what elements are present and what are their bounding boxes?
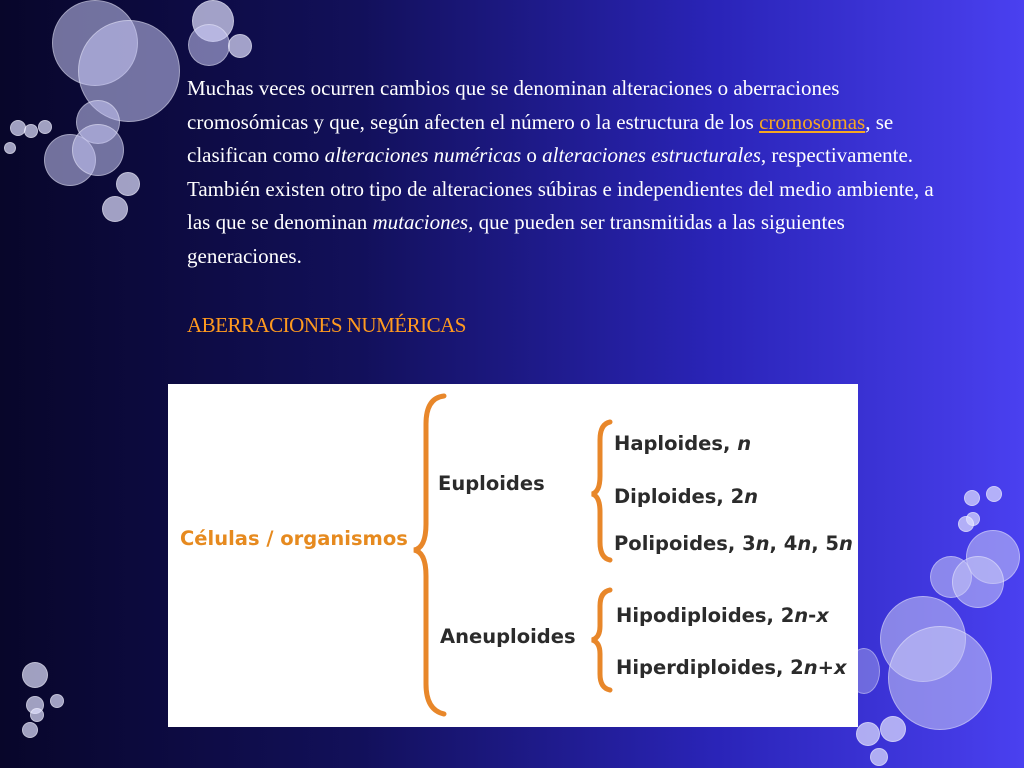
decorative-bubble: [188, 24, 230, 66]
cromosomas-link[interactable]: cromosomas: [759, 109, 866, 134]
decorative-bubble: [22, 722, 38, 738]
euploides-label: Euploides: [438, 472, 545, 495]
decorative-bubble: [22, 662, 48, 688]
decorative-bubble: [952, 556, 1004, 608]
decorative-bubble: [228, 34, 252, 58]
decorative-bubble: [4, 142, 16, 154]
emphasis-text: mutaciones,: [372, 210, 474, 234]
decorative-bubble: [102, 196, 128, 222]
decorative-bubble: [880, 716, 906, 742]
euploides-brace: [592, 422, 610, 560]
decorative-bubble: [116, 172, 140, 196]
hiperdiploides-label: Hiperdiploides, 2n+x: [616, 656, 847, 679]
decorative-bubble: [72, 124, 124, 176]
root-label: Células / organismos: [180, 527, 408, 550]
paragraph-text: o: [521, 143, 543, 167]
classification-diagram: [168, 384, 858, 727]
paragraph-text: Muchas veces ocurren cambios que se denominan alteraciones o aberraciones cromosómicas y que, según afecten el número o la estructura de los: [187, 76, 840, 134]
paragraph-text: , se clasifican como: [187, 109, 894, 167]
diploides-label: Diploides, 2n: [614, 485, 759, 508]
decorative-bubble: [986, 486, 1002, 502]
decorative-bubble: [870, 748, 888, 766]
emphasis-text: alteraciones estructurales: [542, 143, 761, 167]
emphasis-text: alteraciones numéricas: [324, 143, 522, 167]
paragraph-text: , respectivamente. También existen otro tipo de alteraciones súbiras e independientes del medio ambiente, a las que se denominan: [187, 143, 934, 234]
haploides-label: Haploides, n: [614, 432, 752, 455]
paragraph-text: que pueden ser transmitidas a las siguientes generaciones.: [187, 210, 845, 268]
body-paragraph: [187, 72, 957, 273]
aneuploides-label: Aneuploides: [440, 625, 576, 648]
decorative-bubble: [38, 120, 52, 134]
decorative-bubble: [958, 516, 974, 532]
root-brace: [414, 396, 444, 714]
section-heading: ABERRACIONES NUMÉRICAS: [187, 313, 466, 337]
poliploides-label: Polipoides, 3n, 4n, 5n: [614, 532, 853, 555]
aneuploides-brace: [592, 590, 610, 690]
decorative-bubble: [888, 626, 992, 730]
decorative-bubble: [964, 490, 980, 506]
decorative-bubble: [856, 722, 880, 746]
decorative-bubble: [24, 124, 38, 138]
decorative-bubble: [30, 708, 44, 722]
decorative-bubble: [50, 694, 64, 708]
hipodiploides-label: Hipodiploides, 2n-x: [616, 604, 829, 627]
